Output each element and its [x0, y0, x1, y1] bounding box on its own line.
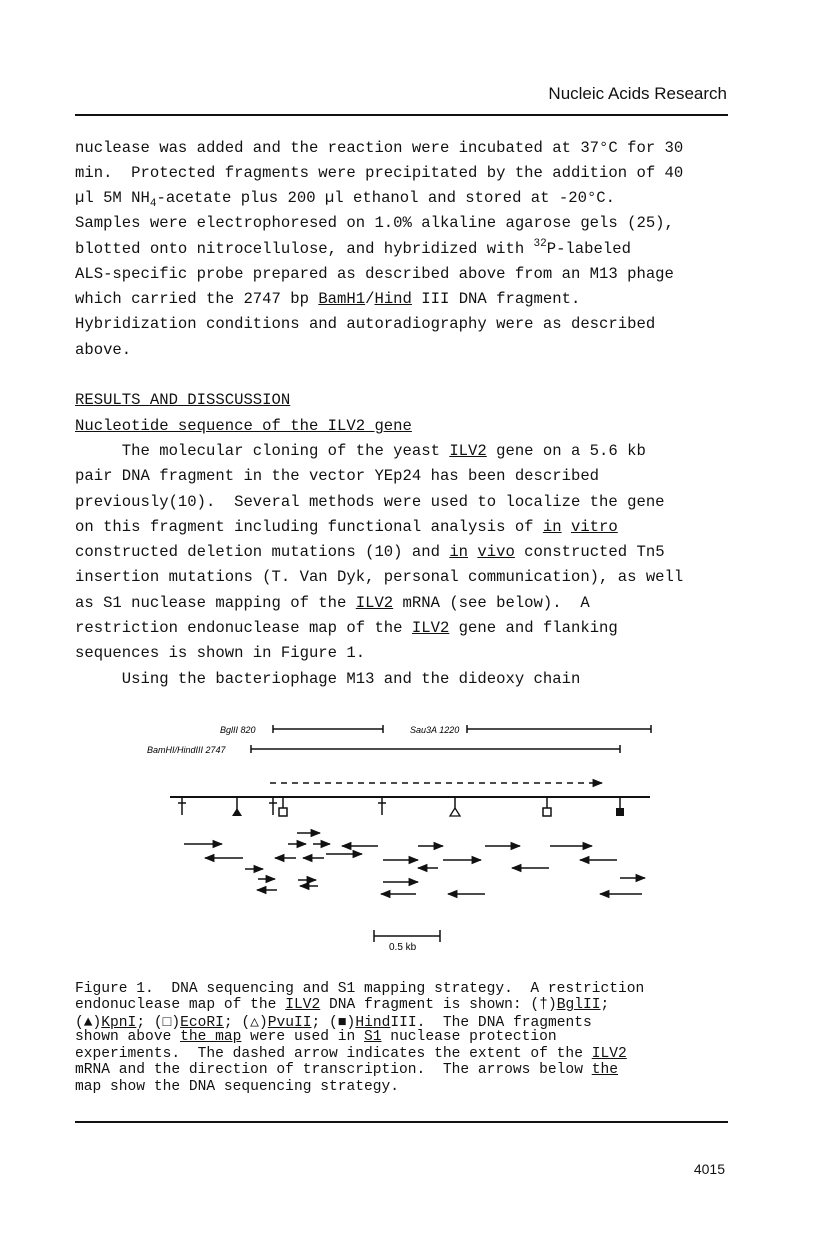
- text-run: gene and flanking: [449, 619, 618, 637]
- text-line: Samples were electrophoresed on 1.0% alkaline agarose gels (25),: [75, 214, 674, 232]
- bglii-site: [178, 797, 186, 815]
- text-run: -acetate plus 200 µl ethanol and stored at -20°C.: [156, 189, 616, 207]
- text-line: previously(10). Several methods were used to localize the gene: [75, 493, 665, 511]
- text-line: [75, 189, 616, 210]
- text-run: ; (△): [223, 1015, 268, 1031]
- text-run: constructed Tn5: [514, 543, 665, 561]
- text-line: [75, 594, 590, 612]
- text-run: The molecular cloning of the yeast: [75, 442, 450, 460]
- journal-title: Nucleic Acids Research: [548, 84, 727, 103]
- text-run: III DNA fragment.: [411, 290, 581, 308]
- text-run: shown above: [75, 1029, 181, 1045]
- caption-line: Figure 1. DNA sequencing and S1 mapping strategy. A restriction: [75, 981, 645, 997]
- scale-bar-label: 0.5 kb: [389, 942, 417, 953]
- underlined-term: in: [542, 518, 562, 536]
- underlined-term: in: [449, 543, 469, 561]
- text-line: [75, 442, 646, 460]
- text-run: restriction endonuclease map of the: [75, 619, 412, 637]
- underlined-term: ILV2: [285, 997, 321, 1013]
- text-run: mRNA and the direction of transcription. The arrows below: [75, 1062, 592, 1078]
- text-run: III. The DNA fragments: [390, 1015, 592, 1031]
- text-run: on this fragment including functional analysis of: [75, 518, 543, 536]
- text-run: constructed deletion mutations (10) and: [75, 543, 450, 561]
- bglii-fragment-label: BglII 820: [220, 725, 256, 735]
- scale-bar: [374, 930, 440, 942]
- underlined-term: ILV2: [449, 442, 487, 460]
- figure-1: [0, 700, 816, 970]
- underlined-term: ILV2: [355, 594, 394, 612]
- sequencing-arrows: [184, 833, 645, 894]
- dagger-icon: †: [539, 997, 548, 1013]
- text-run: experiments. The dashed arrow indicates the extent of the: [75, 1046, 592, 1062]
- text-line: [75, 518, 618, 536]
- bglii-site: [269, 797, 277, 815]
- text-run: mRNA (see below). A: [393, 594, 590, 612]
- text-line: min. Protected fragments were precipitated by the addition of 40: [75, 164, 684, 182]
- caption-line: [75, 997, 609, 1013]
- bglii-site: [378, 797, 386, 815]
- header-rule: [75, 114, 728, 116]
- text-line: [75, 240, 631, 258]
- caption-line: [75, 1046, 627, 1062]
- ecori-site: [279, 797, 287, 816]
- caption-line: map show the DNA sequencing strategy.: [75, 1079, 400, 1095]
- underlined-term: BamH1: [318, 290, 366, 308]
- text-run: gene on a 5.6 kb: [486, 442, 646, 460]
- bglii-fragment: [273, 725, 383, 733]
- underlined-term: BglII: [556, 997, 601, 1013]
- caption-line: [75, 1062, 618, 1078]
- text-run: (▲): [75, 1015, 102, 1031]
- text-run: were used in: [241, 1029, 365, 1045]
- superscript: 32: [533, 238, 547, 250]
- kpni-site: [232, 797, 242, 816]
- text-run: ; (■): [311, 1015, 356, 1031]
- underlined-term: PvuII: [267, 1015, 312, 1031]
- text-run: nuclease protection: [381, 1029, 557, 1045]
- underlined-term: the map: [180, 1029, 242, 1045]
- hindiii-site: [616, 797, 624, 816]
- text-run: ): [547, 997, 557, 1013]
- text-run: blotted onto nitrocellulose, and hybridized with: [75, 240, 534, 258]
- ecori-site: [543, 797, 551, 816]
- underlined-term: S1: [364, 1029, 382, 1045]
- bamhi-fragment: [251, 745, 620, 753]
- caption-line: [75, 1029, 557, 1045]
- text-line: above.: [75, 341, 132, 359]
- underlined-term: KpnI: [101, 1015, 137, 1031]
- text-run: /: [365, 290, 375, 308]
- text-run: as S1 nuclease mapping of the: [75, 594, 356, 612]
- text-line: nuclease was added and the reaction were incubated at 37°C for 30: [75, 139, 684, 157]
- text-run: ; (□): [136, 1015, 181, 1031]
- page-number: 4015: [693, 1161, 725, 1177]
- bamhi-fragment-label: BamHI/HindIII 2747: [147, 745, 226, 755]
- text-line: sequences is shown in Figure 1.: [75, 644, 366, 662]
- subsection-heading: Nucleotide sequence of the ILV2 gene: [75, 417, 412, 435]
- underlined-term: Hind: [374, 290, 412, 308]
- text-line: ALS-specific probe prepared as described above from an M13 phage: [75, 265, 674, 283]
- sau3a-fragment: [467, 725, 651, 733]
- underlined-term: the: [591, 1062, 618, 1078]
- text-run: DNA fragment is shown: (: [320, 997, 540, 1013]
- text-line: Using the bacteriophage M13 and the dideoxy chain: [75, 670, 581, 688]
- underlined-term: vitro: [570, 518, 618, 536]
- text-line: insertion mutations (T. Van Dyk, personal communication), as well: [75, 568, 684, 586]
- text-line: pair DNA fragment in the vector YEp24 has been described: [75, 467, 600, 485]
- footer-rule: [75, 1121, 728, 1123]
- text-run: µl 5M NH: [75, 189, 150, 207]
- subscript: 4: [149, 198, 157, 210]
- pvuii-site: [450, 797, 460, 816]
- underlined-term: ILV2: [411, 619, 450, 637]
- text-line: [75, 619, 618, 637]
- section-heading: RESULTS AND DISSCUSSION: [75, 391, 291, 409]
- text-run: P-labeled: [546, 240, 631, 258]
- text-line: [75, 543, 665, 561]
- underlined-term: vivo: [477, 543, 515, 561]
- underlined-term: ILV2: [591, 1046, 627, 1062]
- text-run: endonuclease map of the: [75, 997, 286, 1013]
- text-run: ;: [600, 997, 610, 1013]
- sau3a-fragment-label: Sau3A 1220: [410, 725, 460, 735]
- underlined-term: EcoRI: [180, 1015, 224, 1031]
- underlined-term: Hind: [355, 1015, 391, 1031]
- text-run: which carried the 2747 bp: [75, 290, 319, 308]
- text-line: [75, 290, 580, 308]
- text-line: Hybridization conditions and autoradiography were as described: [75, 315, 656, 333]
